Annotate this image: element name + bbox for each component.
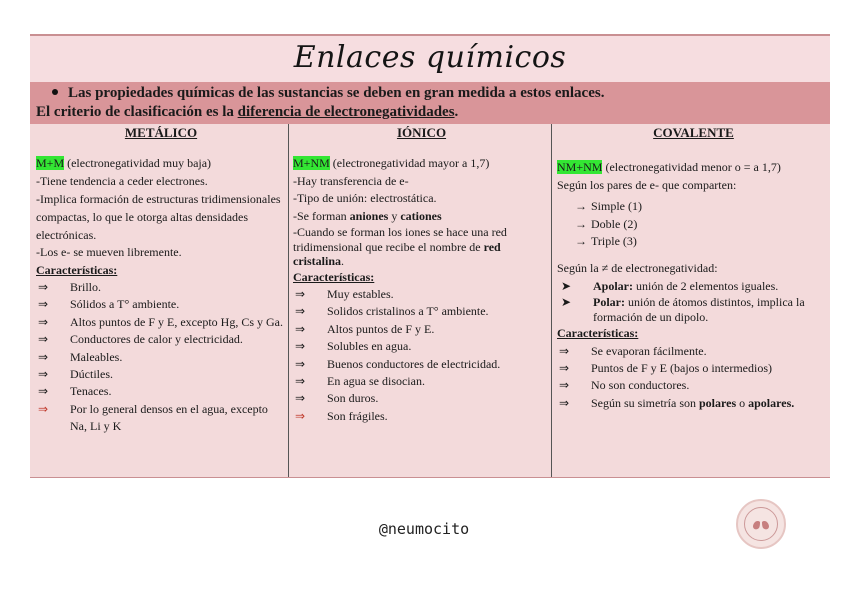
list-item: ⇒ Por lo general densos en el agua, excepto Na, Li y K bbox=[38, 401, 268, 434]
list-item: → Triple (3) bbox=[557, 233, 830, 250]
arrow-icon: ⇒ bbox=[559, 378, 570, 393]
triangle-bullet-icon: ➤ bbox=[561, 295, 572, 310]
arrow-icon: ⇒ bbox=[38, 384, 49, 399]
triangle-bullet-icon: ➤ bbox=[561, 278, 572, 293]
column-covalente bbox=[551, 124, 830, 477]
ionico-tag-desc: (electronegatividad mayor a 1,7) bbox=[329, 156, 490, 171]
metalico-line: -Los e- se mueven libremente. bbox=[36, 245, 182, 260]
title-bar bbox=[30, 34, 830, 82]
ionico-line: -Hay transferencia de e- bbox=[293, 173, 409, 188]
list-item: ➤ Apolar: unión de 2 elementos iguales. bbox=[557, 278, 830, 295]
criterio-prefix: El criterio de clasificación es la bbox=[36, 104, 238, 120]
arrow-right-icon: → bbox=[575, 216, 587, 231]
covalente-line: Según los pares de e- que comparten: bbox=[557, 177, 737, 192]
intro-bullet-text: Las propiedades químicas de las sustancias se deben en gran medida a estos enlaces. bbox=[68, 85, 605, 101]
ionico-header: IÓNICO bbox=[396, 125, 447, 140]
arrow-right-icon: → bbox=[575, 199, 587, 214]
list-item: ⇒ Se evaporan fácilmente. bbox=[557, 343, 830, 360]
list-item: ⇒ No son conductores. bbox=[557, 377, 830, 394]
list-item: ⇒ Buenos conductores de electricidad. bbox=[293, 356, 550, 373]
metalico-header: METÁLICO bbox=[124, 125, 198, 140]
lungs-icon bbox=[752, 517, 770, 531]
arrow-icon: ⇒ bbox=[38, 314, 49, 329]
metalico-tag-desc: (electronegatividad muy baja) bbox=[64, 156, 212, 171]
list-item: ⇒ Brillo. bbox=[36, 279, 286, 296]
list-item: ⇒ Son frágiles. bbox=[293, 408, 550, 425]
covalente-tag: NM+NM bbox=[557, 160, 603, 175]
arrow-icon: ⇒ bbox=[295, 304, 306, 319]
covalente-caracteristicas-label: Características: bbox=[557, 326, 639, 341]
ionico-line: -Tipo de unión: electrostática. bbox=[293, 191, 437, 206]
column-metalico bbox=[30, 124, 286, 477]
ionico-line: -Se forman aniones y cationes bbox=[293, 208, 442, 223]
criterio-suffix: . bbox=[454, 104, 459, 120]
list-item: ➤ Polar: unión de átomos distintos, implica la formación de un dipolo. bbox=[561, 295, 805, 325]
intro-bullet bbox=[52, 85, 604, 102]
arrow-icon: ⇒ bbox=[295, 339, 306, 354]
ionico-caracteristicas-label: Características: bbox=[293, 269, 375, 284]
metalico-tag-line bbox=[36, 155, 286, 172]
list-item: ⇒ Tenaces. bbox=[36, 383, 286, 400]
list-item: ⇒ Solubles en agua. bbox=[293, 338, 550, 355]
arrow-icon: ⇒ bbox=[295, 286, 306, 301]
list-item: ⇒ Altos puntos de F y E, excepto Hg, Cs y Ga. bbox=[36, 314, 286, 331]
covalente-header: COVALENTE bbox=[653, 125, 734, 140]
arrow-icon: ⇒ bbox=[38, 401, 49, 416]
criterio-underlined: diferencia de electronegatividades bbox=[237, 104, 455, 120]
column-ionico bbox=[288, 124, 550, 477]
arrow-icon: ⇒ bbox=[559, 343, 570, 358]
arrow-icon: ⇒ bbox=[38, 297, 49, 312]
arrow-icon: ⇒ bbox=[295, 373, 306, 388]
covalente-line: Según la ≠ de electronegatividad: bbox=[557, 261, 718, 276]
list-item: → Simple (1) bbox=[557, 198, 830, 215]
arrow-icon: ⇒ bbox=[295, 321, 306, 336]
arrow-right-icon: → bbox=[575, 234, 587, 249]
arrow-icon: ⇒ bbox=[38, 349, 49, 364]
arrow-icon: ⇒ bbox=[295, 356, 306, 371]
neumocito-logo bbox=[736, 499, 786, 549]
page-title: Enlaces químicos bbox=[293, 40, 567, 75]
list-item: ⇒ Puntos de F y E (bajos o intermedios) bbox=[557, 360, 830, 377]
arrow-icon: ⇒ bbox=[559, 361, 570, 376]
metalico-line: -Implica formación de estructuras tridimensionales compactas, lo que le otorga altas densidades electrónicas. bbox=[36, 192, 281, 243]
list-item: ⇒ Conductores de calor y electricidad. bbox=[36, 331, 286, 348]
list-item: ⇒ Sólidos a T° ambiente. bbox=[36, 296, 286, 313]
list-item: ⇒ Según su simetría son polares o apolares. bbox=[557, 395, 830, 412]
intro-band bbox=[30, 82, 830, 124]
list-item: ⇒ Muy estables. bbox=[293, 286, 550, 303]
list-item: → Doble (2) bbox=[557, 216, 830, 233]
covalente-tag-line bbox=[557, 159, 830, 176]
list-item: ⇒ Altos puntos de F y E. bbox=[293, 321, 550, 338]
arrow-icon: ⇒ bbox=[295, 408, 306, 423]
metalico-line: -Tiene tendencia a ceder electrones. bbox=[36, 173, 208, 188]
list-item: ⇒ Maleables. bbox=[36, 349, 286, 366]
ionico-line: -Cuando se forman los iones se hace una red tridimensional que recibe el nombre de red cristalina. bbox=[293, 225, 507, 269]
arrow-icon: ⇒ bbox=[38, 280, 49, 295]
metalico-tag: M+M bbox=[36, 156, 65, 171]
metalico-caracteristicas-label: Características: bbox=[36, 262, 118, 277]
intro-criterio bbox=[36, 104, 458, 121]
author-handle: @neumocito bbox=[378, 520, 470, 538]
ionico-tag-line bbox=[293, 155, 550, 172]
divider bbox=[30, 477, 830, 478]
list-item: ⇒ En agua se disocian. bbox=[293, 373, 550, 390]
list-item: ⇒ Solidos cristalinos a T° ambiente. bbox=[293, 303, 550, 320]
list-item: ⇒ Dúctiles. bbox=[36, 366, 286, 383]
covalente-tag-desc: (electronegatividad menor o = a 1,7) bbox=[602, 160, 781, 175]
arrow-icon: ⇒ bbox=[559, 395, 570, 410]
arrow-icon: ⇒ bbox=[38, 332, 49, 347]
arrow-icon: ⇒ bbox=[38, 367, 49, 382]
ionico-tag: M+NM bbox=[293, 156, 330, 171]
list-item: ⇒ Son duros. bbox=[293, 390, 550, 407]
arrow-icon: ⇒ bbox=[295, 391, 306, 406]
bullet-icon bbox=[52, 89, 58, 95]
